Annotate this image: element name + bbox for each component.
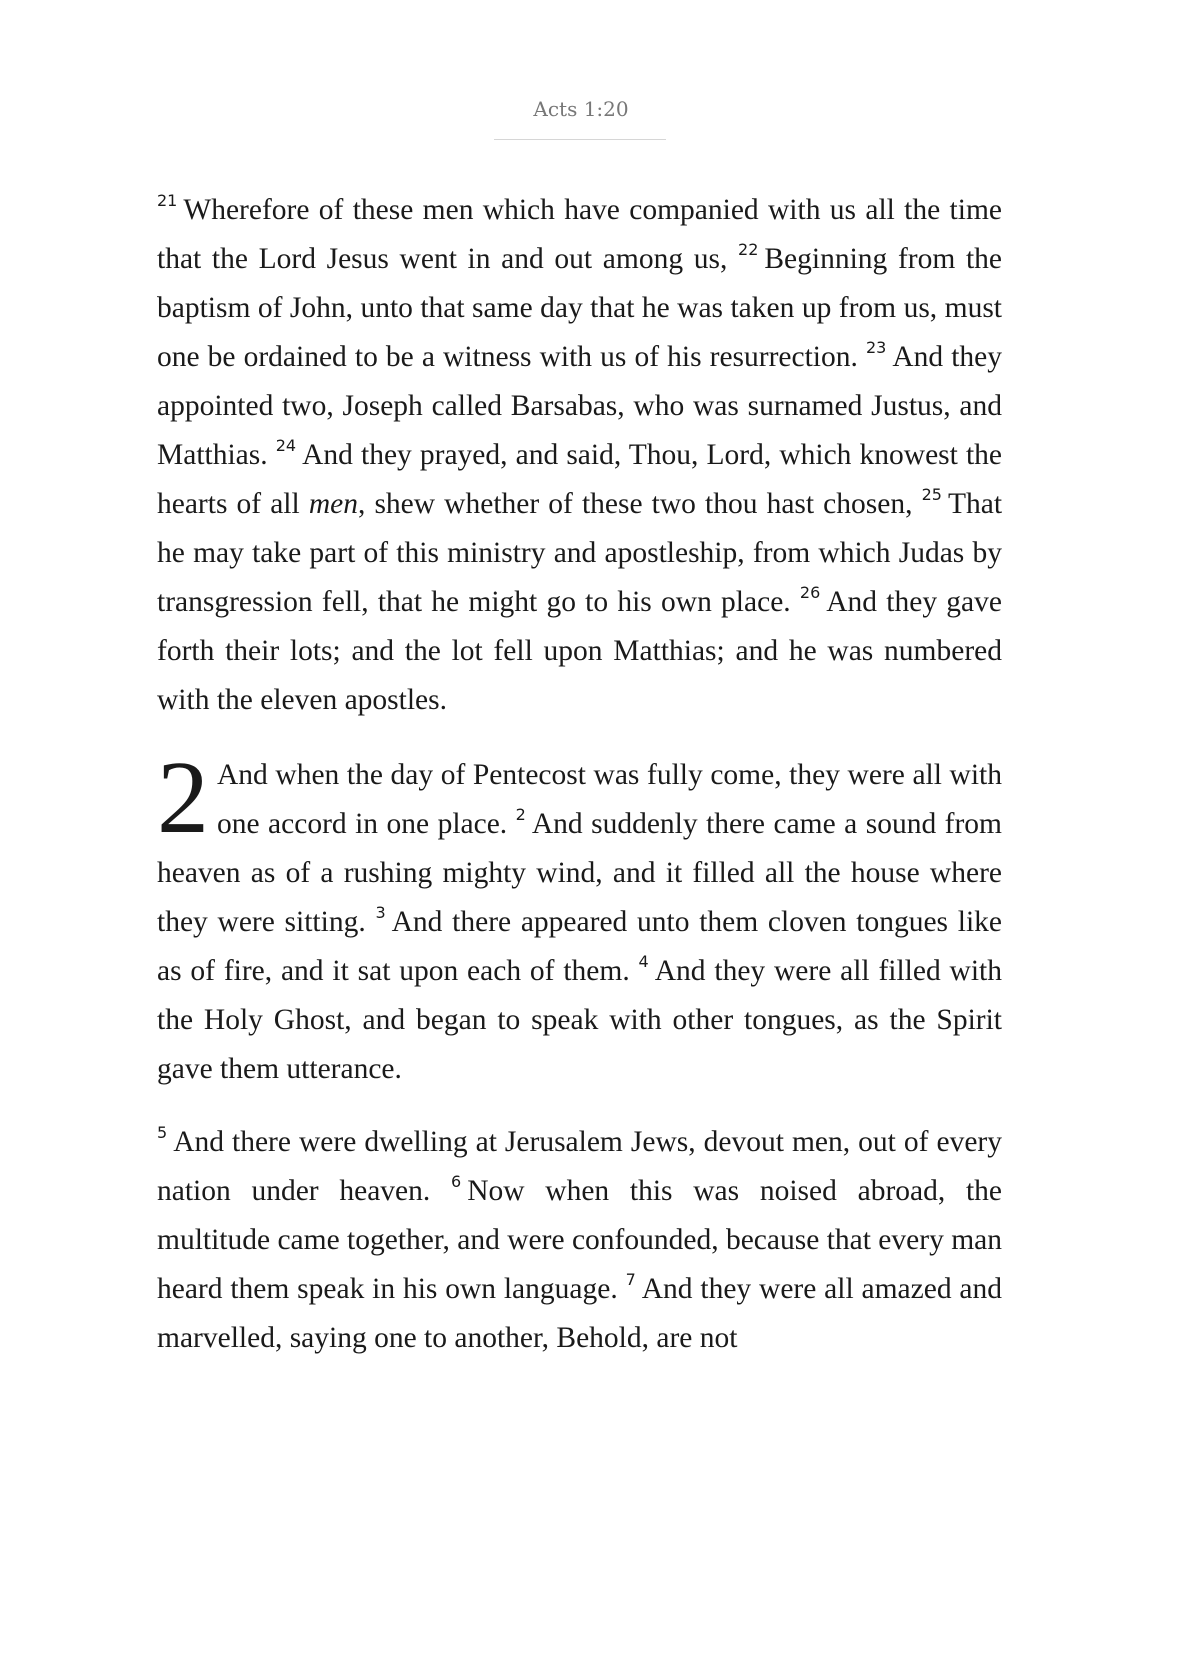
verse-number: 7 — [625, 1270, 636, 1290]
verse-number: 6 — [451, 1172, 462, 1192]
verse-text: , shew whether of these two thou hast chosen, — [357, 488, 913, 520]
verse-text: And when the day of Pentecost was fully come, they were all with one accord in one place. — [217, 759, 1002, 840]
verse-text: And there appeared unto them cloven tongues like as of fire, and it sat upon each of them. — [157, 906, 1003, 987]
verse-number: 23 — [865, 338, 887, 358]
verse-text: And they appointed two, Joseph called Barsabas, who was surnamed Justus, and Matthias. — [157, 341, 1003, 471]
chapter-number: 2 — [157, 740, 209, 855]
paragraph — [157, 740, 1003, 1094]
verse-text: And they prayed, and said, Thou, Lord, which knowest the hearts of all — [157, 439, 1002, 520]
verse-number: 22 — [738, 240, 759, 260]
verse-number: 21 — [157, 191, 178, 211]
paragraph — [157, 1118, 1002, 1363]
verse-text: And they were all filled with the Holy Ghost, and began to speak with other tongues, as the Spirit gave them utterance. — [157, 955, 1003, 1085]
verse-number: 3 — [375, 903, 386, 923]
verse-number: 4 — [638, 952, 649, 972]
verse-text: And they were all amazed and marvelled, saying one to another, Behold, are not — [157, 1273, 1002, 1354]
verse-number: 26 — [799, 583, 821, 603]
verse-text: And suddenly there came a sound from heaven as of a rushing mighty wind, and it filled all the house where they were sitting. — [157, 808, 1002, 938]
verse-number: 5 — [157, 1123, 168, 1143]
italic-word: men — [308, 488, 358, 520]
verse-text: Now when this was noised abroad, the multitude came together, and were confounded, because that every man heard them speak in his own language. — [157, 1175, 1003, 1305]
header-divider — [494, 139, 666, 140]
verse-text: And there were dwelling at Jerusalem Jews, devout men, out of every nation under heaven. — [157, 1126, 1002, 1207]
verse-text: Beginning from the baptism of John, unto that same day that he was taken up from us, must one be ordained to be a witness with us of his resurrection. — [157, 243, 1002, 373]
page-title: Acts 1:20 — [533, 97, 629, 121]
verse-number: 24 — [275, 436, 297, 456]
verse-number: 2 — [515, 805, 526, 825]
verse-number: 25 — [921, 485, 942, 505]
paragraph — [157, 186, 1002, 725]
verse-text: That he may take part of this ministry and apostleship, from which Judas by transgression fell, that he might go to his own place. — [157, 488, 1003, 618]
verse-text: And they gave forth their lots; and the lot fell upon Matthias; and he was numbered with the eleven apostles. — [157, 586, 1002, 716]
verse-text: Wherefore of these men which have companied with us all the time that the Lord Jesus went in and out among us, — [157, 194, 1002, 275]
passage-text — [157, 186, 1002, 1363]
